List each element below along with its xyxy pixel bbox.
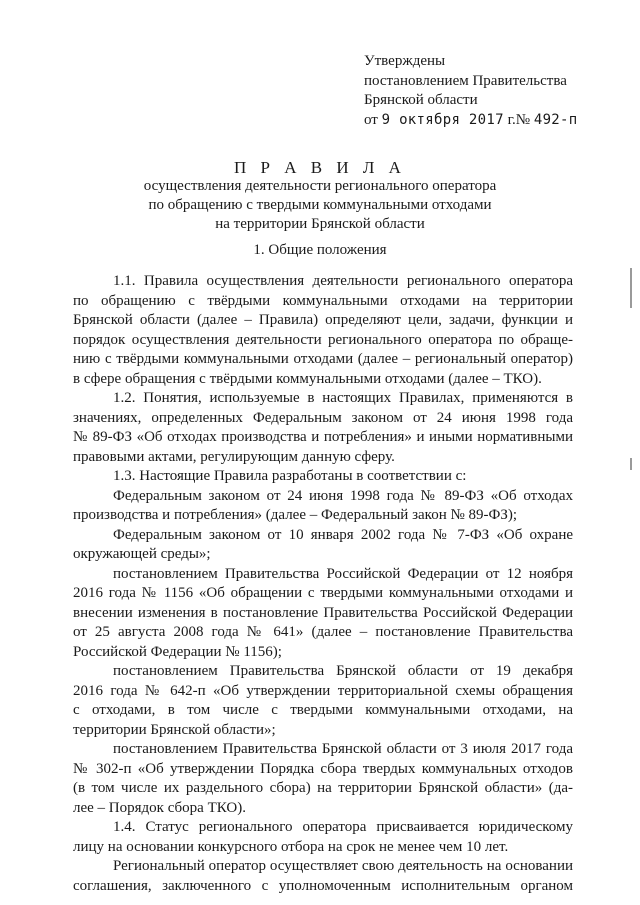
- body-line: правовыми актами, регулирующим данную сферу.: [73, 448, 395, 465]
- body-line: территории Брянской области»;: [73, 721, 276, 738]
- body-line: № 302-п «Об утверждении Порядка сбора твердых коммунальных отходов: [73, 760, 573, 777]
- approval-number: 492-п: [533, 111, 578, 128]
- body-line: соглашения, заключенного с уполномоченным исполнительным органом: [73, 877, 573, 894]
- body-line: производства и потребления» (далее – Федеральный закон № 89-ФЗ);: [73, 507, 518, 523]
- body-line: лее – Порядок сбора ТКО).: [73, 799, 246, 816]
- body-line: постановлением Правительства Брянской области от 19 декабря: [113, 663, 573, 679]
- approval-line-4: [364, 111, 578, 131]
- body-line: 2016 года № 642-п «Об утверждении территориальной схемы обращения: [73, 682, 573, 699]
- body-line: в сфере обращения с твёрдыми коммунальными отходами (далее – ТКО).: [73, 370, 542, 387]
- body-line: (в том числе их раздельного сбора) на территории Брянской области» (да-: [73, 780, 573, 796]
- body-line: от 25 августа 2008 года № 641» (далее – постановление Правительства: [73, 624, 573, 640]
- body-line: постановлением Правительства Российской Федерации от 12 ноября: [113, 565, 573, 582]
- body-line: 1.4. Статус регионального оператора присваивается юридическому: [113, 819, 573, 835]
- body-line: внесении изменения в постановление Правительства Российской Федерации: [73, 604, 573, 621]
- body-line: нию с твёрдыми коммунальными отходами (далее – региональный оператор): [73, 351, 573, 367]
- scan-edge-mark: [630, 458, 632, 470]
- body-line: № 89-ФЗ «Об отходах производства и потребления» и иными нормативными: [73, 429, 573, 445]
- subtitle-line: осуществления деятельности регионального оператора: [143, 178, 497, 194]
- body-line: лицу на основании конкурсного отбора на срок не менее чем 10 лет.: [73, 838, 509, 855]
- approval-number-prefix: г.№: [507, 111, 531, 128]
- subtitle-line: на территории Брянской области: [215, 216, 425, 232]
- approval-line-2: постановлением Правительства: [364, 72, 567, 89]
- approval-line-3: Брянской области: [364, 92, 478, 108]
- body-line: 2016 года № 1156 «Об обращении с твердыми коммунальными отходами и: [73, 585, 573, 601]
- body-line: Федеральным законом от 10 января 2002 года № 7-ФЗ «Об охране: [113, 526, 573, 543]
- body-line: по обращению с твёрдыми коммунальными отходами на территории: [73, 292, 573, 309]
- document-body: [73, 272, 573, 896]
- document-subtitle: [0, 177, 640, 234]
- body-line: окружающей среды»;: [73, 546, 211, 562]
- body-line: Федеральным законом от 24 июня 1998 года № 89-ФЗ «Об отходах: [113, 487, 573, 504]
- body-line: с отходами, в том числе с твердыми коммунальными отходами, на: [73, 702, 573, 718]
- approval-date-prefix: от: [364, 111, 378, 128]
- body-line: постановлением Правительства Брянской области от 3 июля 2017 года: [113, 741, 573, 757]
- body-line: 1.2. Понятия, используемые в настоящих Правилах, применяются в: [113, 390, 573, 406]
- body-line: Российской Федерации № 1156);: [73, 643, 282, 660]
- body-line: 1.3. Настоящие Правила разработаны в соответствии с:: [113, 468, 467, 484]
- approval-line-1: Утверждены: [364, 53, 446, 69]
- body-line: Региональный оператор осуществляет свою деятельность на основании: [113, 858, 573, 874]
- body-line: Брянской области (далее – Правила) определяют цели, задачи, функции и: [73, 312, 573, 328]
- approval-date: 9 октября 2017: [381, 111, 504, 128]
- document-title: П Р А В И Л А: [234, 158, 406, 177]
- body-line: 1.1. Правила осуществления деятельности регионального оператора: [113, 273, 573, 289]
- body-line: значениях, определенных Федеральным законом от 24 июня 1998 года: [73, 409, 573, 426]
- subtitle-line: по обращению с твердыми коммунальными отходами: [148, 197, 492, 213]
- body-line: порядок осуществления деятельности регионального оператора по обраще-: [73, 331, 573, 348]
- section-heading: 1. Общие положения: [253, 242, 387, 258]
- approval-stamp: [364, 52, 578, 130]
- scan-edge-mark: [630, 268, 632, 308]
